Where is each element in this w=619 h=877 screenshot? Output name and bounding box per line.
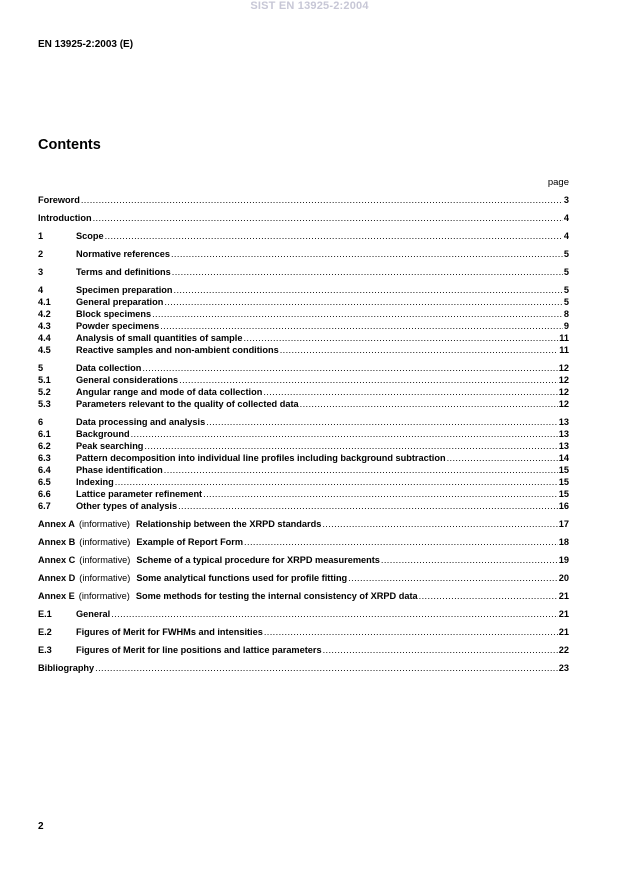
toc-entry-page: 3 [563,195,569,205]
toc-entry-number: 6.5 [38,477,51,487]
toc-entry-page: 15 [558,465,569,475]
toc-dot-leader [105,230,563,242]
toc-entry-number: 6 [38,417,44,427]
toc-entry[interactable] [38,662,569,674]
toc-entry-number: E.1 [38,609,52,619]
toc-entry-page: 23 [558,663,569,673]
toc-entry-title: Block specimens [76,309,152,319]
toc-entry-number: 6.2 [38,441,51,451]
toc-dot-leader [264,626,558,638]
toc-dot-leader [244,536,558,548]
toc-dot-leader [243,332,558,344]
toc-entry-number: Annex C [38,555,76,565]
toc-entry-page: 4 [563,231,569,241]
toc-dot-leader [381,554,558,566]
toc-entry-number: Annex D [38,573,76,583]
toc-entry[interactable] [38,452,569,464]
toc-entry-page: 4 [563,213,569,223]
toc-dot-leader [179,374,558,386]
toc-dot-leader [174,284,563,296]
toc-entry-page: 13 [558,441,569,451]
toc-entry[interactable] [38,476,569,488]
toc-entry-title: Terms and definitions [76,267,171,277]
toc-entry-number: 4.4 [38,333,51,343]
toc-entry-informative-label: (informative) [78,591,130,601]
toc-dot-leader [115,476,558,488]
toc-entry-page: 5 [563,267,569,277]
toc-entry-title: Introduction [38,213,92,223]
toc-entry-page: 21 [558,609,569,619]
toc-entry-number: Annex E [38,591,75,601]
toc-entry-page: 12 [558,363,569,373]
toc-dot-leader [203,488,558,500]
toc-entry-number: 5.1 [38,375,51,385]
toc-entry-informative-label: (informative) [79,555,131,565]
toc-entry[interactable] [38,362,569,374]
toc-entry-number: 6.3 [38,453,51,463]
toc-entry[interactable] [38,500,569,512]
toc-entry[interactable] [38,212,569,224]
toc-dot-leader [171,248,563,260]
toc-entry-title: Scheme of a typical procedure for XRPD measurements [136,555,380,565]
toc-entry-title: Scope [76,231,104,241]
toc-entry-title: Normative references [76,249,170,259]
toc-entry-title: General [76,609,111,619]
toc-entry-page: 13 [558,417,569,427]
page-column-label: page [547,177,569,188]
toc-entry-page: 12 [558,387,569,397]
toc-entry[interactable] [38,308,569,320]
toc-entry-title: Example of Report Form [136,537,244,547]
toc-entry-number: 5.3 [38,399,51,409]
toc-entry[interactable] [38,248,569,260]
toc-entry[interactable] [38,416,569,428]
toc-entry-number: E.2 [38,627,52,637]
toc-entry-page: 11 [559,345,569,355]
toc-entry-page: 18 [558,537,569,547]
toc-entry-page: 11 [559,333,569,343]
toc-entry-title: Indexing [76,477,114,487]
toc-entry-title: General considerations [76,375,179,385]
toc-entry-title: Specimen preparation [76,285,173,295]
toc-entry-title: General preparation [76,297,164,307]
toc-dot-leader [178,500,558,512]
toc-entry[interactable] [38,536,569,548]
toc-entry-page: 14 [558,453,569,463]
toc-entry-page: 17 [558,519,569,529]
toc-dot-leader [131,428,558,440]
toc-entry[interactable] [38,518,569,530]
toc-dot-leader [280,344,559,356]
toc-entry-informative-label: (informative) [78,519,130,529]
toc-entry-title: Figures of Merit for line positions and lattice parameters [76,645,322,655]
toc-entry-title: Some methods for testing the internal consistency of XRPD data [135,591,418,601]
toc-entry-page: 19 [558,555,569,565]
toc-dot-leader [172,266,563,278]
toc-entry-page: 21 [558,627,569,637]
toc-entry-title: Data collection [76,363,142,373]
toc-entry-title: Peak searching [76,441,144,451]
page-number: 2 [38,821,44,832]
toc-entry-title: Phase identification [76,465,163,475]
toc-entry-number: 4 [38,285,44,295]
toc-dot-leader [323,644,558,656]
toc-entry-number: 6.1 [38,429,51,439]
toc-entry-number: Annex A [38,519,75,529]
toc-entry-page: 5 [563,249,569,259]
table-of-contents [38,194,569,674]
toc-entry-number: 3 [38,267,44,277]
toc-entry-title: Background [76,429,130,439]
toc-entry-page: 15 [558,489,569,499]
toc-entry[interactable] [38,194,569,206]
toc-entry-title: Bibliography [38,663,95,673]
toc-dot-leader [322,518,557,530]
document-id: EN 13925-2:2003 (E) [38,39,134,50]
toc-entry-number: 4.1 [38,297,51,307]
toc-dot-leader [206,416,558,428]
toc-entry-page: 16 [558,501,569,511]
toc-entry-number: 4.3 [38,321,51,331]
toc-entry-number: 4.2 [38,309,51,319]
toc-entry-informative-label: (informative) [79,573,131,583]
toc-dot-leader [164,296,563,308]
toc-entry-title: Analysis of small quantities of sample [76,333,243,343]
toc-entry-title: Data processing and analysis [76,417,206,427]
toc-entry-title: Pattern decomposition into individual line profiles including background subtraction [76,453,446,463]
toc-entry[interactable] [38,332,569,344]
toc-dot-leader [419,590,558,602]
toc-entry-page: 12 [558,399,569,409]
toc-entry[interactable] [38,488,569,500]
toc-entry[interactable] [38,386,569,398]
toc-dot-leader [142,362,557,374]
toc-entry[interactable] [38,230,569,242]
toc-entry-title: Some analytical functions used for profile fitting [136,573,348,583]
toc-dot-leader [300,398,558,410]
toc-entry-page: 9 [563,321,569,331]
toc-dot-leader [152,308,563,320]
toc-entry-title: Powder specimens [76,321,160,331]
toc-entry[interactable] [38,320,569,332]
toc-entry-title: Foreword [38,195,80,205]
toc-dot-leader [447,452,558,464]
toc-entry[interactable] [38,644,569,656]
toc-entry-number: 5 [38,363,44,373]
toc-entry-number: 6.6 [38,489,51,499]
toc-entry-informative-label: (informative) [79,537,131,547]
contents-title: Contents [38,137,101,153]
toc-entry[interactable] [38,608,569,620]
toc-entry[interactable] [38,266,569,278]
toc-dot-leader [160,320,563,332]
toc-entry[interactable] [38,428,569,440]
toc-entry[interactable] [38,590,569,602]
toc-entry-page: 22 [558,645,569,655]
toc-entry-number: 6.7 [38,501,51,511]
toc-entry-number: 6.4 [38,465,51,475]
toc-entry-title: Lattice parameter refinement [76,489,203,499]
toc-entry[interactable] [38,296,569,308]
toc-entry-number: Annex B [38,537,76,547]
toc-entry-number: 2 [38,249,44,259]
toc-entry-page: 20 [558,573,569,583]
toc-entry-title: Reactive samples and non-ambient conditions [76,345,279,355]
toc-entry[interactable] [38,464,569,476]
toc-entry-page: 8 [563,309,569,319]
toc-entry-number: E.3 [38,645,52,655]
toc-dot-leader [93,212,563,224]
toc-entry-title: Figures of Merit for FWHMs and intensities [76,627,263,637]
toc-entry-number: 4.5 [38,345,51,355]
toc-dot-leader [144,440,557,452]
toc-dot-leader [111,608,558,620]
toc-dot-leader [348,572,558,584]
toc-dot-leader [81,194,563,206]
toc-dot-leader [164,464,558,476]
toc-entry-page: 13 [558,429,569,439]
toc-entry-page: 5 [563,297,569,307]
toc-entry-title: Other types of analysis [76,501,178,511]
toc-entry[interactable] [38,398,569,410]
toc-entry[interactable] [38,440,569,452]
toc-entry-title: Angular range and mode of data collection [76,387,263,397]
toc-entry[interactable] [38,284,569,296]
toc-entry-page: 21 [558,591,569,601]
toc-entry-number: 1 [38,231,44,241]
toc-entry-page: 5 [563,285,569,295]
toc-entry-page: 15 [558,477,569,487]
toc-entry[interactable] [38,572,569,584]
toc-entry-number: 5.2 [38,387,51,397]
toc-entry[interactable] [38,374,569,386]
toc-entry[interactable] [38,626,569,638]
toc-entry-title: Relationship between the XRPD standards [136,519,322,529]
toc-dot-leader [95,662,558,674]
toc-entry-title: Parameters relevant to the quality of collected data [76,399,299,409]
toc-entry[interactable] [38,554,569,566]
toc-entry[interactable] [38,344,569,356]
watermark: SIST EN 13925-2:2004 [250,0,369,12]
toc-entry-page: 12 [558,375,569,385]
toc-dot-leader [263,386,557,398]
